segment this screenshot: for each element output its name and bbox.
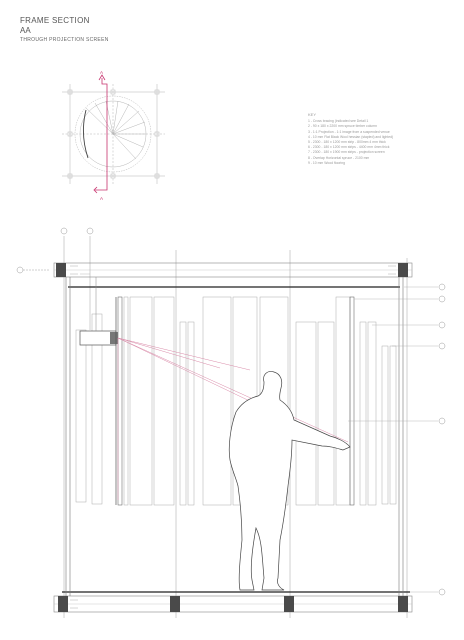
key-item: 1 - Cross bracing (indicated see Detail 1	[308, 119, 369, 124]
key-heading: KEY	[308, 112, 317, 117]
cut-label-top: A	[100, 70, 104, 75]
floor-beam	[54, 592, 412, 612]
key-item: 7 - 2300 - 180 x 1900 mm strips - projection screen	[308, 150, 385, 155]
top-beam	[54, 263, 412, 287]
key-item: 8 - Overlap Horizontal spruce - 2100 mm	[308, 155, 370, 160]
key-item: 3 - 1:1 Projection - 1:1 image from a suspended venue	[308, 129, 390, 134]
drawing-title: FRAME SECTION	[20, 16, 90, 25]
key-item: 6 - 2300 - 180 x 1200 mm strips - 4400 mm 4mm thick	[308, 145, 390, 150]
key-item: 2 - 90 x 180 x 2200 mm spruce timber column	[308, 124, 377, 129]
drawing-subtitle: THROUGH PROJECTION SCREEN	[20, 37, 109, 43]
grid-lines	[20, 236, 407, 618]
plan-diagram	[62, 84, 165, 184]
section-id: AA	[20, 26, 31, 35]
key-item: 4 - 10 mm Flat Black Wool hessian (stapled) and lighted)	[308, 134, 394, 139]
key-item: 9 - 10 mm Wood flooring	[308, 160, 346, 165]
key-item: 5 - 2300 - 180 x 1200 mm strip - 800mm 4 mm thick	[308, 140, 386, 145]
human-figure	[229, 371, 350, 590]
cut-label-bottom: A	[100, 196, 104, 201]
